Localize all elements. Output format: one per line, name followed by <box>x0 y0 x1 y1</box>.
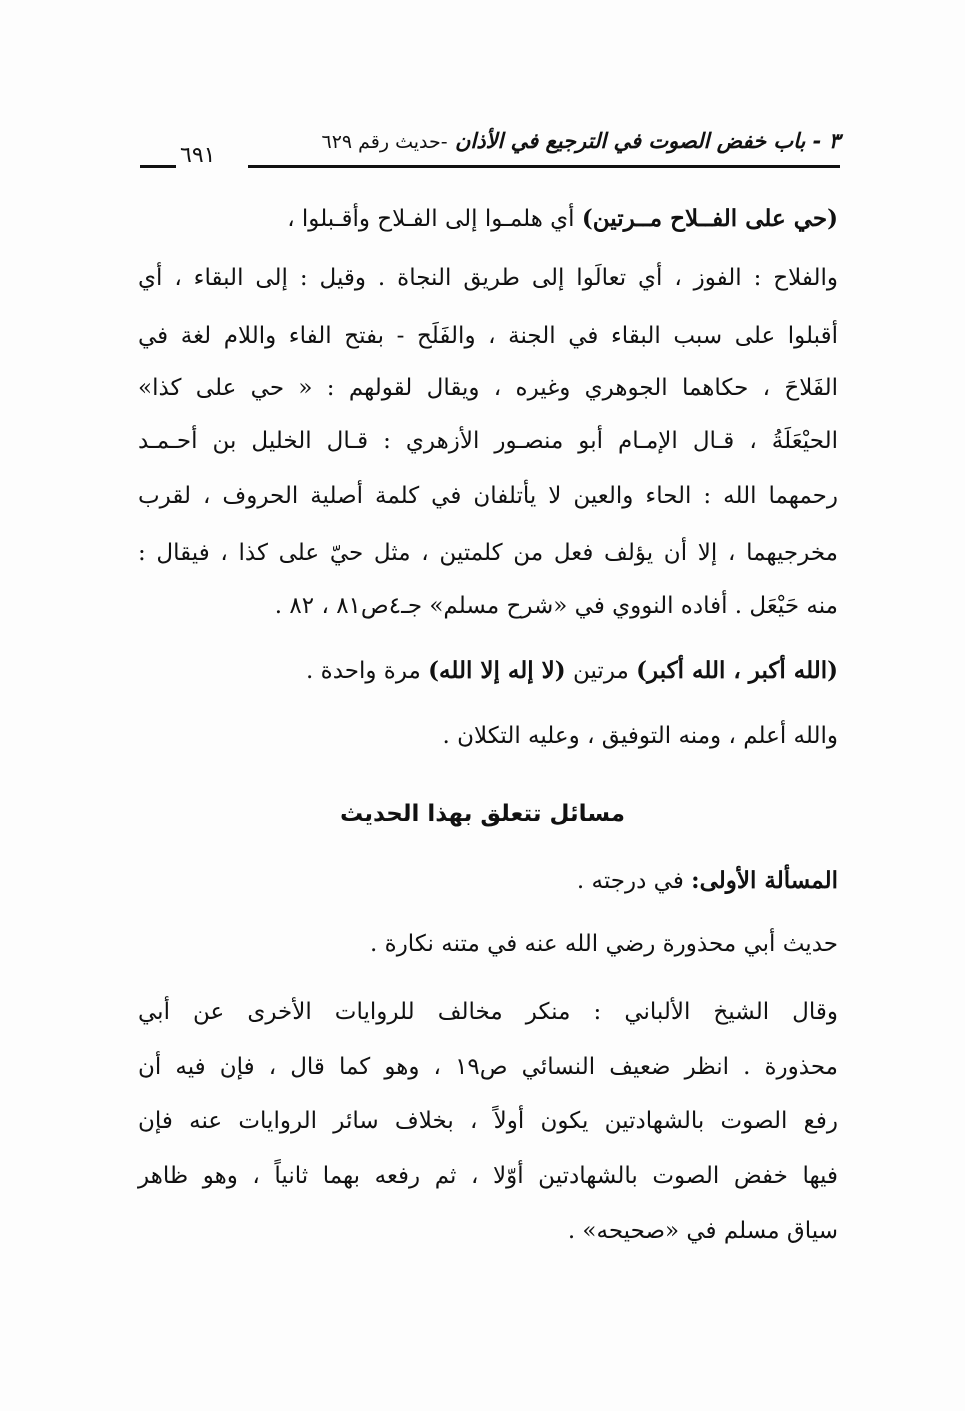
text-line: والفلاح : الفوز ، أي تعالَوا إلى طريق النجاة . وقيل : إلى البقاء ، أي <box>138 265 838 291</box>
closing-line: والله أعلم ، ومنه التوفيق ، وعليه التكلان . <box>442 723 838 749</box>
text-line: حديث أبي محذورة رضي الله عنه في متنه نكارة . <box>370 931 838 957</box>
text-line: مخرجيهما ، إلا أن يؤلف فعل من كلمتين ، مثل حيّ على كذا ، فيقال : <box>138 540 838 566</box>
text-line: فيها خفض الصوت بالشهادتين أوّلا ، ثم رفعه بهما ثانياً ، وهو ظاهر <box>138 1163 838 1189</box>
issue-heading <box>577 865 838 897</box>
text-line: أقبلوا على سبب البقاء في الجنة ، والفَلَح - بفتح الفاء واللام لغة في <box>138 323 838 349</box>
text-line: الفَلاحَ ، حكاهما الجوهري وغيره ، ويقال لقولهم : « حي على كذا» <box>138 375 838 401</box>
text-line: وقال الشيخ الألباني : منكر مخالف للروايات الأخرى عن أبي <box>138 999 838 1025</box>
page-header <box>140 125 840 171</box>
text-line: رحمهما الله : الحاء والعين لا يأتلفان في كلمة أصلية الحروف ، لقرب <box>138 483 838 509</box>
page-number: ٦٩١ <box>180 143 216 168</box>
section-title: مسائل تتعلق بهذا الحديث <box>340 801 625 827</box>
takbir-phrase: (الله أكبر ، الله أكبر) <box>636 657 838 684</box>
chapter-title-text: ٣ - باب خفض الصوت في الترجيع في الأذان <box>454 129 840 153</box>
text-line: محذورة . انظر ضعيف النسائي ص١٩ ، وهو كما قال ، فإن فيه أن <box>138 1054 838 1080</box>
text-line <box>287 203 838 235</box>
text-line: سياق مسلم في «صحيحه» . <box>567 1218 838 1244</box>
text-line <box>306 655 838 687</box>
page-number-rule <box>140 165 176 168</box>
issue-text: في درجته . <box>576 868 692 894</box>
hadith-reference: -حديث رقم ٦٢٩ <box>321 131 448 153</box>
header-rule <box>248 165 840 168</box>
hadith-phrase: (حي على الفــلاح مــرتين) <box>581 205 838 232</box>
text-line: رفع الصوت بالشهادتين يكون أولاً ، بخلاف سائر الروايات عنه فإن <box>138 1108 838 1134</box>
line-text: أي هلمـوا إلى الفـلاح وأقـبلوا ، <box>287 206 582 232</box>
issue-label: المسألة الأولى: <box>691 867 838 894</box>
text-line: منه حَيْعَل . أفاده النووي في «شرح مسلم» جـ٤ص٨١ ، ٨٢ . <box>274 593 838 619</box>
line-text: مرتين <box>565 658 637 684</box>
tahlil-phrase: (لا إله إلا الله) <box>428 657 566 684</box>
chapter-title <box>322 129 841 153</box>
line-text: مرة واحدة . <box>306 658 429 684</box>
text-line: الحيْعَلَةُ ، قـال الإمـام أبو منصـور الأزهري : قـال الخليل بن أحـمـد <box>138 428 838 454</box>
